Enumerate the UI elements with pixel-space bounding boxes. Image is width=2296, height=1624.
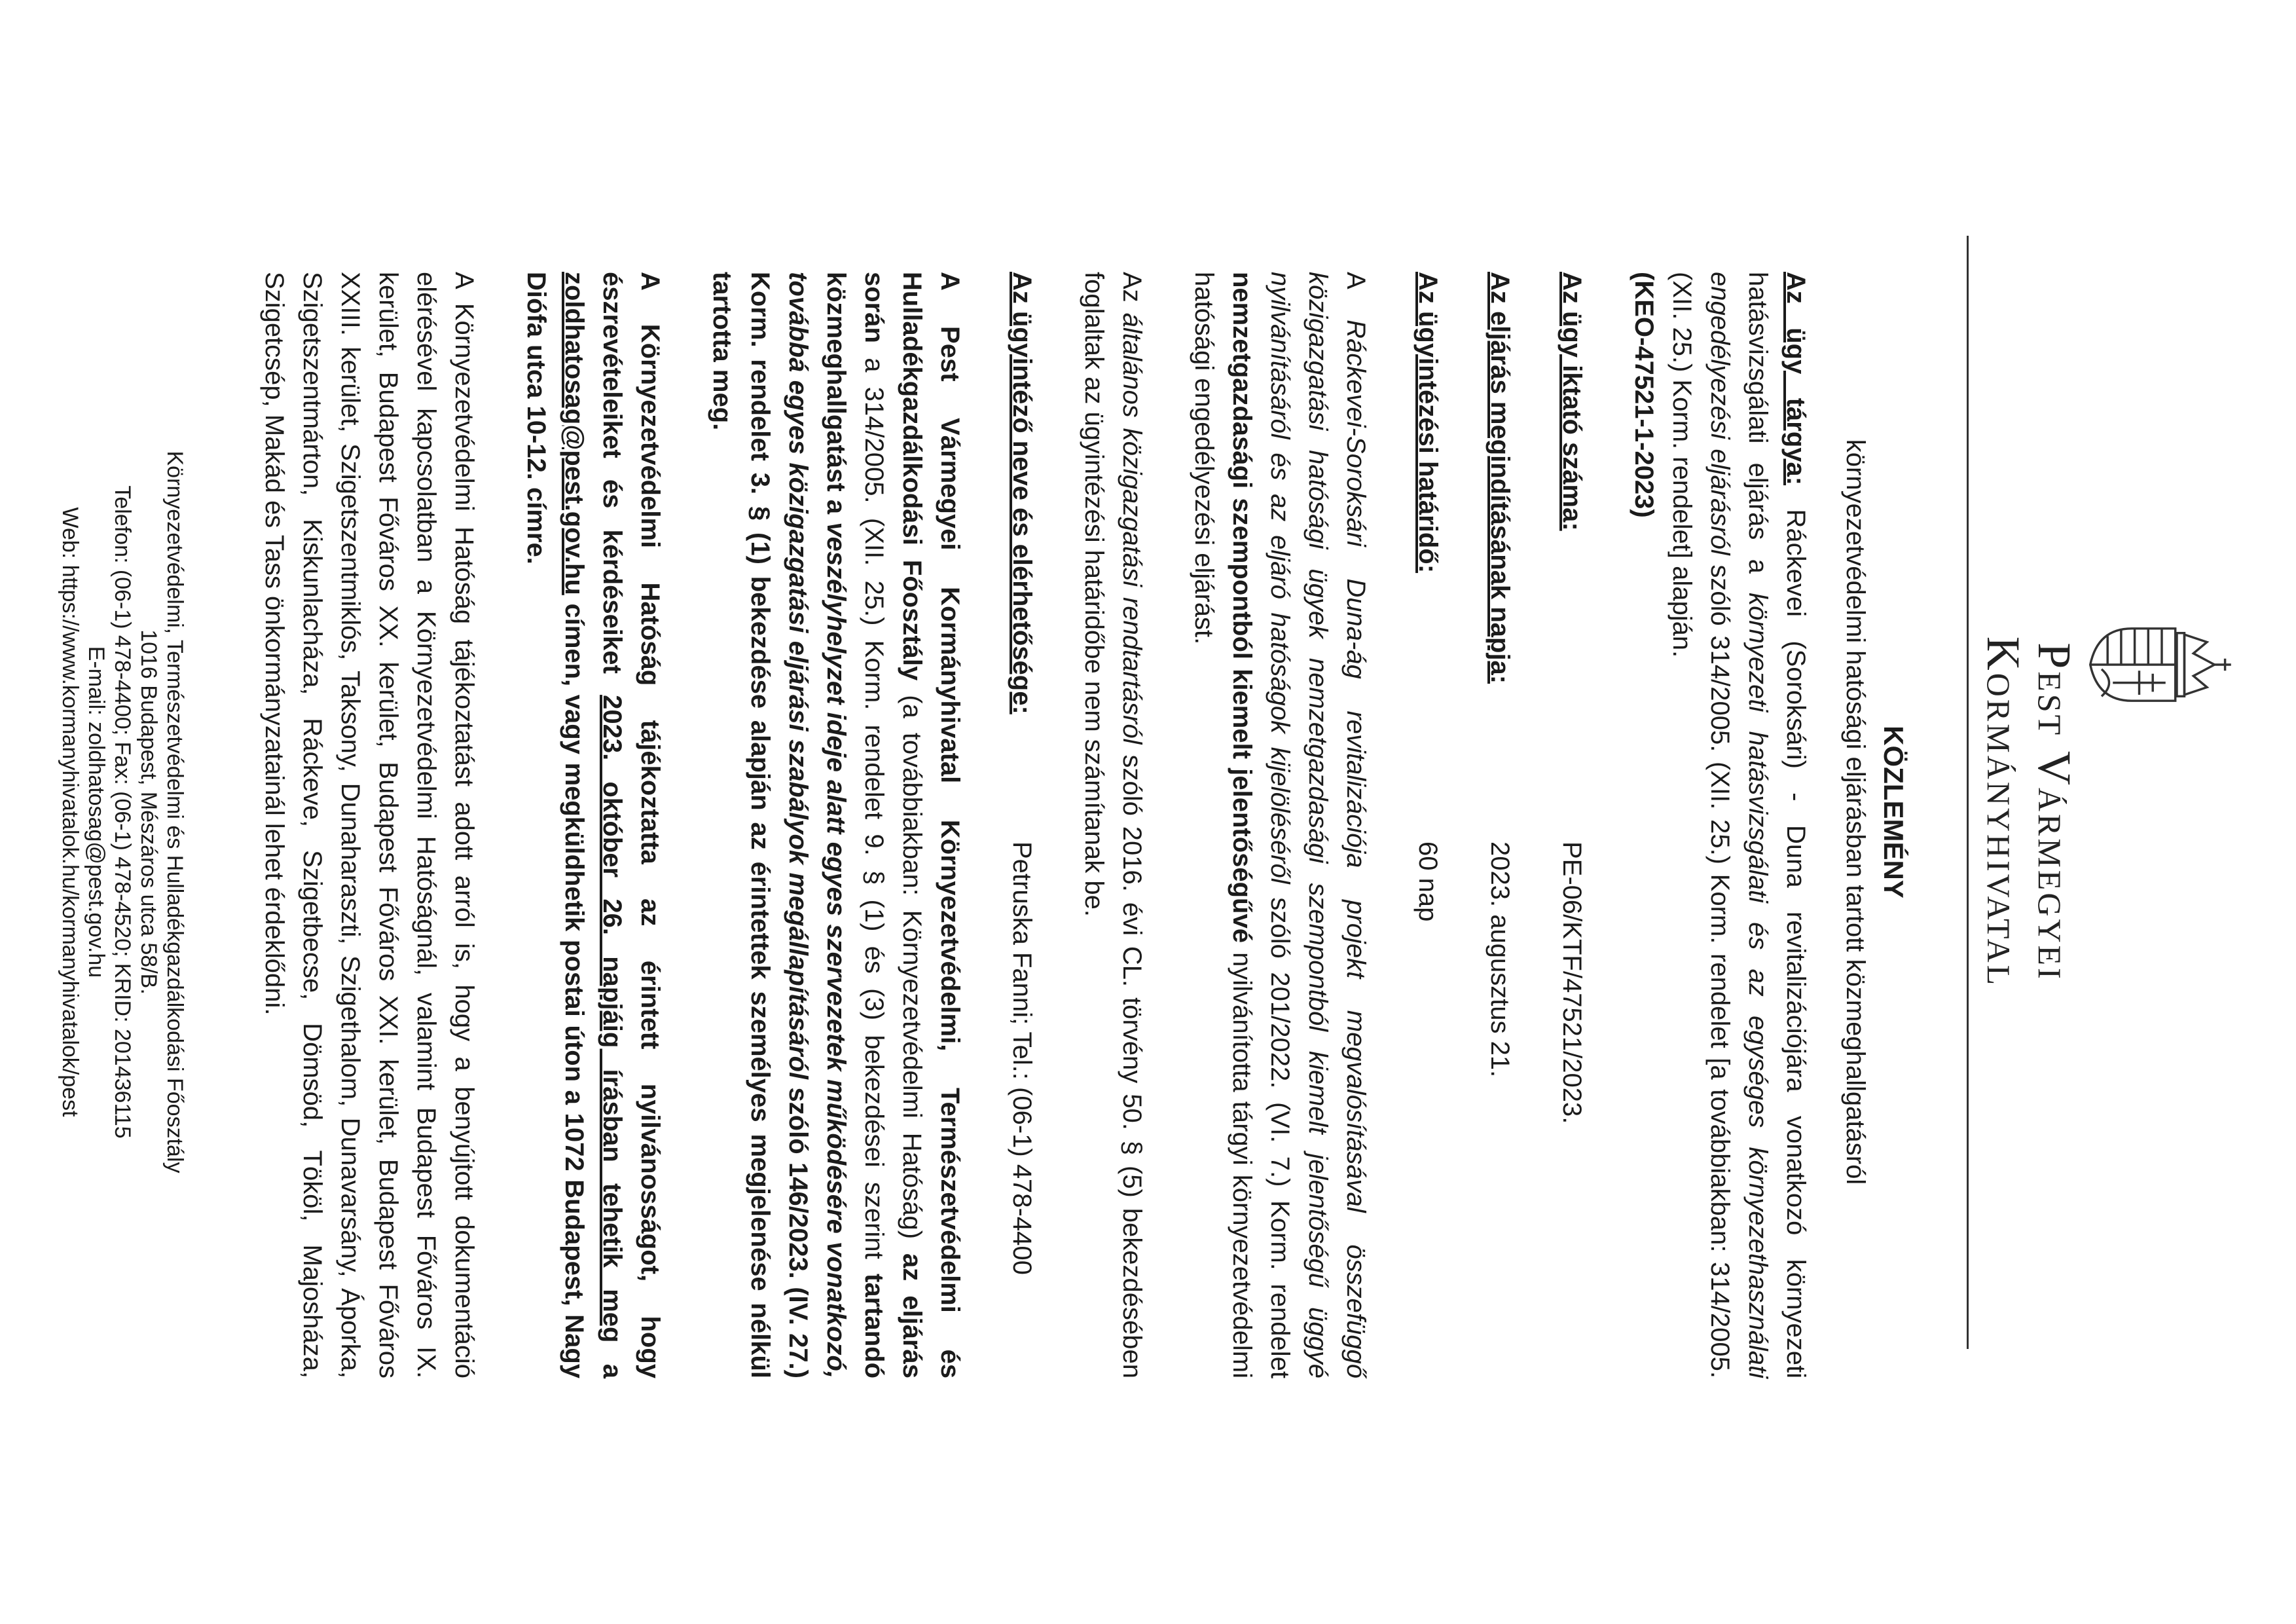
officer-row (1003, 272, 1041, 1378)
notice-deadline: 2023. október 26. napjáig írásban tehetik meg (598, 695, 627, 1343)
priority-text-end: nyilvánította tárgyi környezetvédelmi hatósági engedélyezési eljárást. (1190, 272, 1256, 1378)
notice-text: A Környezetvédelmi Hatóság tájékoztatta az érintett nyilvánosságot, hogy észrevételeiket és kérdéseiket (598, 272, 665, 1378)
file-number-row (1553, 272, 1591, 1378)
start-date-label: Az eljárás megindításának napja: (1485, 272, 1514, 684)
notice-text-mid: a (598, 1342, 627, 1379)
info-paragraph: A Környezetvédelmi Hatóság tájékoztatást adott arról is, hogy a benyújtott dokumentáció elérésével kapcsolatban a Környezetvédelmi Hatóságnál, valamint Budapest Főváros IX. kerület, Budapest Főváros XX. kerület, Budapest Főváros XXI. kerület, Budapest Főváros XXIII. kerület, Szigetszentmiklós, Taksony, Dunaharaszti, Szigethalom, Dunavarsány, Áporka, Szigetszentmárton, Kiskunlacháza, Ráckeve, Szigetbecse, Dömsöd, Tököl, Majosháza, Szigetcsép, Makád és Tass önkormányzatainál lehet érdeklődni. (260, 272, 479, 1378)
general-procedure-section (1075, 272, 1151, 1378)
subject-law-title: környezeti hatásvizsgálati és az egységes környezethasználati engedélyezési eljárásról (1705, 272, 1772, 1379)
document-subtitle: környezetvédelmi hatósági eljárásban tartott közmeghallgatásról (1841, 439, 1870, 1185)
notice-email-link[interactable]: zoldhatosag@pest.gov.hu (560, 272, 589, 595)
org-name-line1: Pest Vármegyei (2028, 642, 2081, 982)
file-number-value: PE-06/KTF/47521/2023. (1558, 841, 1586, 1124)
subject-text: Ráckevei (Soroksári) - Duna revitalizációjára vonatkozó környezeti hatásvizsgálati eljárás a (1743, 272, 1810, 1378)
deadline-value: 60 nap (1413, 841, 1442, 922)
general-text: Az (1118, 272, 1146, 313)
subject-paragraph (1663, 272, 1815, 1378)
footer-department: Környezetvédelmi, Természetvédelmi és Hulladékgazdálkodási Főosztály (162, 451, 187, 1173)
deadline-label: Az ügyintézési határidő: (1413, 272, 1442, 574)
file-number-label: Az ügy iktató száma: (1558, 272, 1586, 531)
deadline-row (1409, 272, 1447, 1378)
priority-law-title: Ráckevei-Soroksári Duna-ág revitalizációja projekt megvalósításával összefüggő közigazgatási hatósági ügyek nemzetgazdasági szempontból kiemelt jelentőségű üggyé nyilvánításáról és az eljáró hatóságok kijelöléséről (1266, 272, 1370, 1378)
hearing-emphasis-2: tartandó közmeghallgatást a (822, 272, 888, 1378)
footer (57, 0, 188, 1624)
hearing-text-end: szóló 146/2023. (IV. 27.) Korm. rendelet 3. § (1) bekezdése alapján az érintettek személyes megjelenése nélkül tartotta meg. (708, 272, 812, 1378)
hearing-authority: A Pest Vármegyei Kormányhivatal Környezetvédelmi, Természetvédelmi és Hulladékgazdálkodási Főosztály (898, 272, 964, 1378)
org-name-line2: Kormányhivatal (1977, 636, 2030, 988)
notice-text-end: címen, vagy megküldhetik postai úton a 1072 Budapest, Nagy Diófa utca 10-12. címre. (522, 272, 589, 1378)
info-section (255, 272, 483, 1378)
letterhead (1812, 0, 2296, 1624)
general-text-end: szóló 2016. évi CL. törvény 50. § (5) bekezdésében foglaltak az ügyintézési határidőbe nem számítanak be. (1080, 272, 1146, 1378)
header-divider (1967, 236, 1969, 1349)
priority-paragraph (1185, 272, 1375, 1378)
hearing-text-mid: a 314/2005. (XII. 25.) Korm. rendelet 9. § (1) és (3) bekezdései szerint (860, 342, 888, 1274)
subject-text-end: szóló 314/2005. (XII. 25.) Korm. rendelet [a továbbiakban: 314/2005. (XII. 25.) Korm. rendelet] alapján. (1667, 272, 1734, 1378)
notice-section (517, 272, 669, 1378)
document-title: KÖZLEMÉNY (1878, 726, 1909, 898)
general-law-title: általános közigazgatási rendtartásról (1118, 312, 1146, 745)
priority-emphasis: nemzetgazdasági szempontból kiemelt jelentőségűvé (1228, 272, 1256, 943)
notice-paragraph (517, 272, 669, 1378)
hearing-section (703, 272, 969, 1378)
priority-text: A (1341, 272, 1370, 320)
start-date-row (1481, 272, 1519, 1378)
footer-web: Web: https://www.kormanyhivatalok.hu/kormanyhivatalok/pest (58, 507, 82, 1117)
hearing-emphasis: az eljárás során (860, 272, 926, 1378)
hearing-law-title: veszélyhelyzet ideje alatt egyes szervezetek működésére vonatkozó, továbbá egyes közigazgatási eljárási szabályok megállapításáról (784, 272, 850, 1378)
officer-label: Az ügyintéző neve és elérhetősége: (1008, 272, 1036, 714)
footer-email: E-mail: zoldhatosag@pest.gov.hu (84, 646, 109, 978)
hearing-text: (a továbbiakban: Környezetvédelmi Hatóság) (898, 680, 926, 1254)
priority-text-mid: szóló 201/2022. (VI. 7.) Korm. rendelet (1266, 883, 1294, 1378)
subject-label: Az ügy tárgya: (1781, 272, 1810, 486)
subject-reference: (KEO-47521-1-2023) (1630, 272, 1658, 518)
document-body (221, 272, 1815, 1378)
officer-value: Petruska Fanni; Tel.: (06-1) 478-4400 (1008, 841, 1036, 1275)
start-date-value: 2023. augusztus 21. (1485, 841, 1514, 1078)
subject-section (1625, 272, 1815, 1378)
hearing-paragraph (703, 272, 969, 1378)
priority-section (1185, 272, 1375, 1378)
general-procedure-paragraph (1075, 272, 1151, 1378)
footer-phone: Telefon: (06-1) 478-4400; Fax: (06-1) 478-4520; KRID: 201436115 (110, 485, 135, 1139)
footer-address: 1016 Budapest, Mészáros utca 58/B. (136, 629, 161, 995)
coat-of-arms-logo (2086, 589, 2237, 740)
organization-name (1975, 0, 2080, 1624)
